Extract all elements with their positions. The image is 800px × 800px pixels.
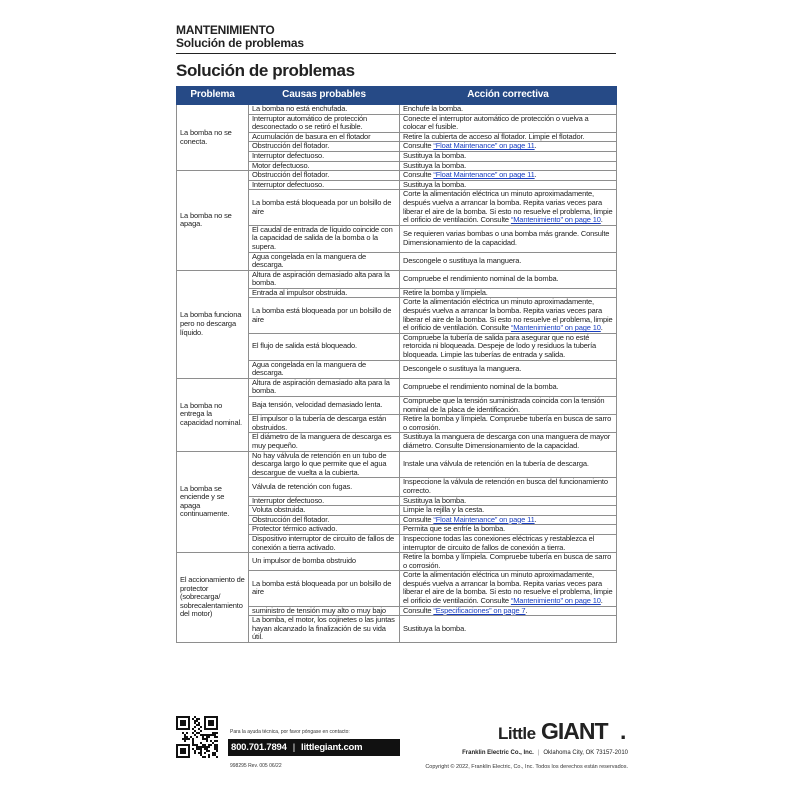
action-cell <box>400 114 617 132</box>
action-cell <box>400 451 617 478</box>
cause-cell: Válvula de retención con fugas. <box>249 478 400 496</box>
action-text: Retire la bomba y límpiela. <box>403 287 488 297</box>
action-text: Corte la alimentación eléctrica un minuto aproximadamente, después vuelva a arrancar la bomba. Repita varias veces para liberar el aire de la bomba. Si esto no resuelve el problema, limpie el orificio de ventilación. Consulte <box>403 189 613 225</box>
action-cell <box>400 333 617 360</box>
website-link[interactable]: littlegiant.com <box>301 742 363 753</box>
action-cell <box>400 571 617 606</box>
action-text: Descongele o sustituya la manguera. <box>403 363 522 373</box>
logo-text-giant: GIANT <box>541 718 608 744</box>
company-address: Oklahoma City, OK 73157-2010 <box>543 750 628 756</box>
table-header-row <box>177 87 617 105</box>
contact-bar <box>228 739 400 756</box>
cross-reference-link[interactable]: “Especificaciones” on page 7 <box>433 605 526 615</box>
qr-code-icon <box>176 716 218 758</box>
cause-cell: Protector térmico activado. <box>249 525 400 535</box>
action-text: Consulte <box>403 170 434 180</box>
cross-reference-link[interactable]: “Float Maintenance” on page 11 <box>433 514 535 524</box>
cause-cell: Agua congelada en la manguera de descarga. <box>249 252 400 270</box>
action-text: Descongele o sustituya la manguera. <box>403 255 522 265</box>
action-text: Compruebe el rendimiento nominal de la bomba. <box>403 273 559 283</box>
action-text: Consulte <box>403 141 434 151</box>
action-cell <box>400 606 617 616</box>
action-text-end: . <box>600 596 603 606</box>
action-cell <box>400 378 617 396</box>
action-text: Limpie la rejilla y la cesta. <box>403 505 485 515</box>
action-text-end: . <box>534 514 537 524</box>
problem-cell: La bomba no entrega la capacidad nominal. <box>177 378 249 451</box>
troubleshooting-table <box>176 86 617 643</box>
header-section: MANTENIMIENTO <box>176 23 275 37</box>
action-text: Sustituya la manguera de descarga con una manguera de mayor diámetro. Consulte Dimensionamiento de la capacidad. <box>403 432 611 450</box>
action-cell <box>400 397 617 415</box>
company-name: Franklin Electric Co., Inc. <box>462 750 534 756</box>
cause-cell: Interruptor defectuoso. <box>249 180 400 190</box>
action-text-end: . <box>600 323 603 333</box>
action-text: Enchufe la bomba. <box>403 104 463 113</box>
header-rule <box>176 53 616 54</box>
action-text: Retire la bomba y límpiela. Compruebe tubería en busca de sarro o corrosión. <box>403 552 612 570</box>
logo-mark: . <box>620 718 627 744</box>
cause-cell: No hay válvula de retención en un tubo de descarga largo lo que permite que el agua descargue de vuelta a la cubierta. <box>249 451 400 478</box>
table-row <box>177 270 617 288</box>
cause-cell: La bomba está bloqueada por un bolsillo de aire <box>249 571 400 606</box>
cause-cell: Obstrucción del flotador. <box>249 142 400 152</box>
cause-cell: La bomba está bloqueada por un bolsillo de aire <box>249 298 400 333</box>
cause-cell: Entrada al impulsor obstruida. <box>249 288 400 298</box>
cause-cell: suministro de tensión muy alto o muy bajo <box>249 606 400 616</box>
action-text: Compruebe que la tensión suministrada coincida con la tensión nominal de la placa de identificación. <box>403 396 605 414</box>
action-text-end: . <box>534 170 537 180</box>
problem-cell: La bomba no se apaga. <box>177 171 249 271</box>
page-footer <box>0 716 800 800</box>
cause-cell: El flujo de salida está bloqueado. <box>249 333 400 360</box>
table-row <box>177 171 617 181</box>
action-cell <box>400 360 617 378</box>
cross-reference-link[interactable]: “Mantenimiento” on page 10 <box>510 215 601 225</box>
problem-cell: El accionamiento de protector (sobrecarga/ sobrecalentamiento del motor) <box>177 553 249 643</box>
cause-cell: La bomba está bloqueada por un bolsillo de aire <box>249 190 400 225</box>
cause-cell: Altura de aspiración demasiado alta para la bomba. <box>249 270 400 288</box>
action-cell <box>400 252 617 270</box>
cause-cell: Voluta obstruida. <box>249 506 400 516</box>
problem-cell: La bomba se enciende y se apaga continuamente. <box>177 451 249 553</box>
table-row <box>177 378 617 396</box>
action-text: Corte la alimentación eléctrica un minuto aproximadamente, después vuelva a arrancar la bomba. Repita varias veces para liberar el aire de la bomba. Si esto no resuelve el problema, limpie el orificio de ventilación. Consulte <box>403 297 613 333</box>
action-cell <box>400 478 617 496</box>
action-text: Instale una válvula de retención en la tubería de descarga. <box>403 459 589 469</box>
cause-cell: Obstrucción del flotador. <box>249 171 400 181</box>
cross-reference-link[interactable]: “Float Maintenance” on page 11 <box>433 141 535 151</box>
action-cell <box>400 298 617 333</box>
cause-cell: La bomba, el motor, los cojinetes o las juntas hayan alcanzado la finalización de su vida útil. <box>249 616 400 643</box>
copyright: Copyright © 2022, Franklin Electric, Co., Inc. Todos los derechos están reservados. <box>425 764 628 770</box>
action-text: Inspeccione la válvula de retención en busca del funcionamiento correcto. <box>403 477 608 495</box>
table-body <box>177 105 617 643</box>
column-header-action: Acción correctiva <box>400 87 617 105</box>
action-text: Compruebe el rendimiento nominal de la bomba. <box>403 382 559 392</box>
phone-number: 800.701.7894 <box>231 742 287 753</box>
company-line <box>462 750 628 756</box>
header-subsection: Solución de problemas <box>176 36 304 50</box>
cause-cell: Motor defectuoso. <box>249 161 400 171</box>
action-cell <box>400 415 617 433</box>
action-text: Sustituya la bomba. <box>403 495 467 505</box>
problem-cell: La bomba no se conecta. <box>177 105 249 171</box>
action-text: Consulte <box>403 514 434 524</box>
action-cell <box>400 270 617 288</box>
cause-cell: El diámetro de la manguera de descarga es muy pequeño. <box>249 433 400 451</box>
action-cell <box>400 616 617 643</box>
cause-cell: Interruptor defectuoso. <box>249 151 400 161</box>
page-header <box>176 24 616 54</box>
company-separator: | <box>537 750 540 756</box>
logo-text-little: Little <box>498 724 536 743</box>
column-header-causes: Causas probables <box>249 87 400 105</box>
action-text: Retire la bomba y límpiela. Compruebe tubería en busca de sarro o corrosión. <box>403 414 612 432</box>
contact-separator: | <box>292 742 295 753</box>
cause-cell: El caudal de entrada de líquido coincide con la capacidad de salida de la bomba o la supera. <box>249 225 400 252</box>
cause-cell: Dispositivo interruptor de circuito de fallos de conexión a tierra activado. <box>249 534 400 552</box>
action-cell <box>400 553 617 571</box>
action-text: Inspeccione todas las conexiones eléctricas y restablezca el interruptor de circuito de fallos de conexión a tierra. <box>403 533 595 552</box>
cause-cell: Baja tensión, velocidad demasiado lenta. <box>249 397 400 415</box>
cause-cell: Obstrucción del flotador. <box>249 515 400 525</box>
table-row <box>177 451 617 478</box>
action-text: Sustituya la bomba. <box>403 160 467 170</box>
action-text: Permita que se enfríe la bomba. <box>403 524 506 534</box>
table-row <box>177 553 617 571</box>
action-cell <box>400 225 617 252</box>
column-header-problem: Problema <box>177 87 249 105</box>
cause-cell: Agua congelada en la manguera de descarga. <box>249 360 400 378</box>
cause-cell: Interruptor defectuoso. <box>249 496 400 506</box>
action-text: Sustituya la bomba. <box>403 623 467 633</box>
action-text: Corte la alimentación eléctrica un minuto aproximadamente, después vuelva a arrancar la bomba. Repita varias veces para liberar el aire de la bomba. Si esto no resuelve el problema, limpie el orificio de ventilación. Consulte <box>403 570 613 606</box>
action-text: Se requieren varias bombas o una bomba más grande. Consulte Dimensionamiento de la capacidad. <box>403 229 610 247</box>
problem-cell: La bomba funciona pero no descarga líquido. <box>177 270 249 378</box>
document-info: 998295 Rev. 005 06/22 <box>230 763 282 769</box>
cause-cell: El impulsor o la tubería de descarga están obstruidos. <box>249 415 400 433</box>
action-cell <box>400 433 617 451</box>
cause-cell: Interruptor automático de protección desconectado o se retiró el fusible. <box>249 114 400 132</box>
cross-reference-link[interactable]: “Mantenimiento” on page 10 <box>510 596 601 606</box>
action-text-end: . <box>600 215 603 225</box>
cause-cell: Acumulación de basura en el flotador <box>249 132 400 142</box>
little-giant-logo <box>498 718 628 744</box>
cause-cell: La bomba no está enchufada. <box>249 105 400 115</box>
action-text: Conecte el interruptor automático de protección o vuelva a colocar el fusible. <box>403 113 589 132</box>
action-cell <box>400 534 617 552</box>
action-text-end: . <box>534 141 537 151</box>
action-text: Sustituya la bomba. <box>403 150 467 160</box>
cross-reference-link[interactable]: “Float Maintenance” on page 11 <box>433 170 535 180</box>
action-cell <box>400 190 617 225</box>
action-text: Sustituya la bomba. <box>403 179 467 189</box>
action-text: Compruebe la tubería de salida para asegurar que no esté retorcida ni bloqueada. Despeje de lodo y residuos la tubería bloqueada. Limpie las tuberías de entrada y salida. <box>403 332 597 360</box>
contact-note: Para la ayuda técnica, por favor póngase en contacto: <box>230 729 350 735</box>
cause-cell: Altura de aspiración demasiado alta para la bomba. <box>249 378 400 396</box>
action-text: Consulte <box>403 605 434 615</box>
action-text: Retire la cubierta de acceso al flotador. Limpie el flotador. <box>403 131 585 141</box>
cross-reference-link[interactable]: “Mantenimiento” on page 10 <box>510 323 601 333</box>
action-text-end: . <box>525 605 528 615</box>
page-title: Solución de problemas <box>176 61 355 80</box>
cause-cell: Un impulsor de bomba obstruido <box>249 553 400 571</box>
